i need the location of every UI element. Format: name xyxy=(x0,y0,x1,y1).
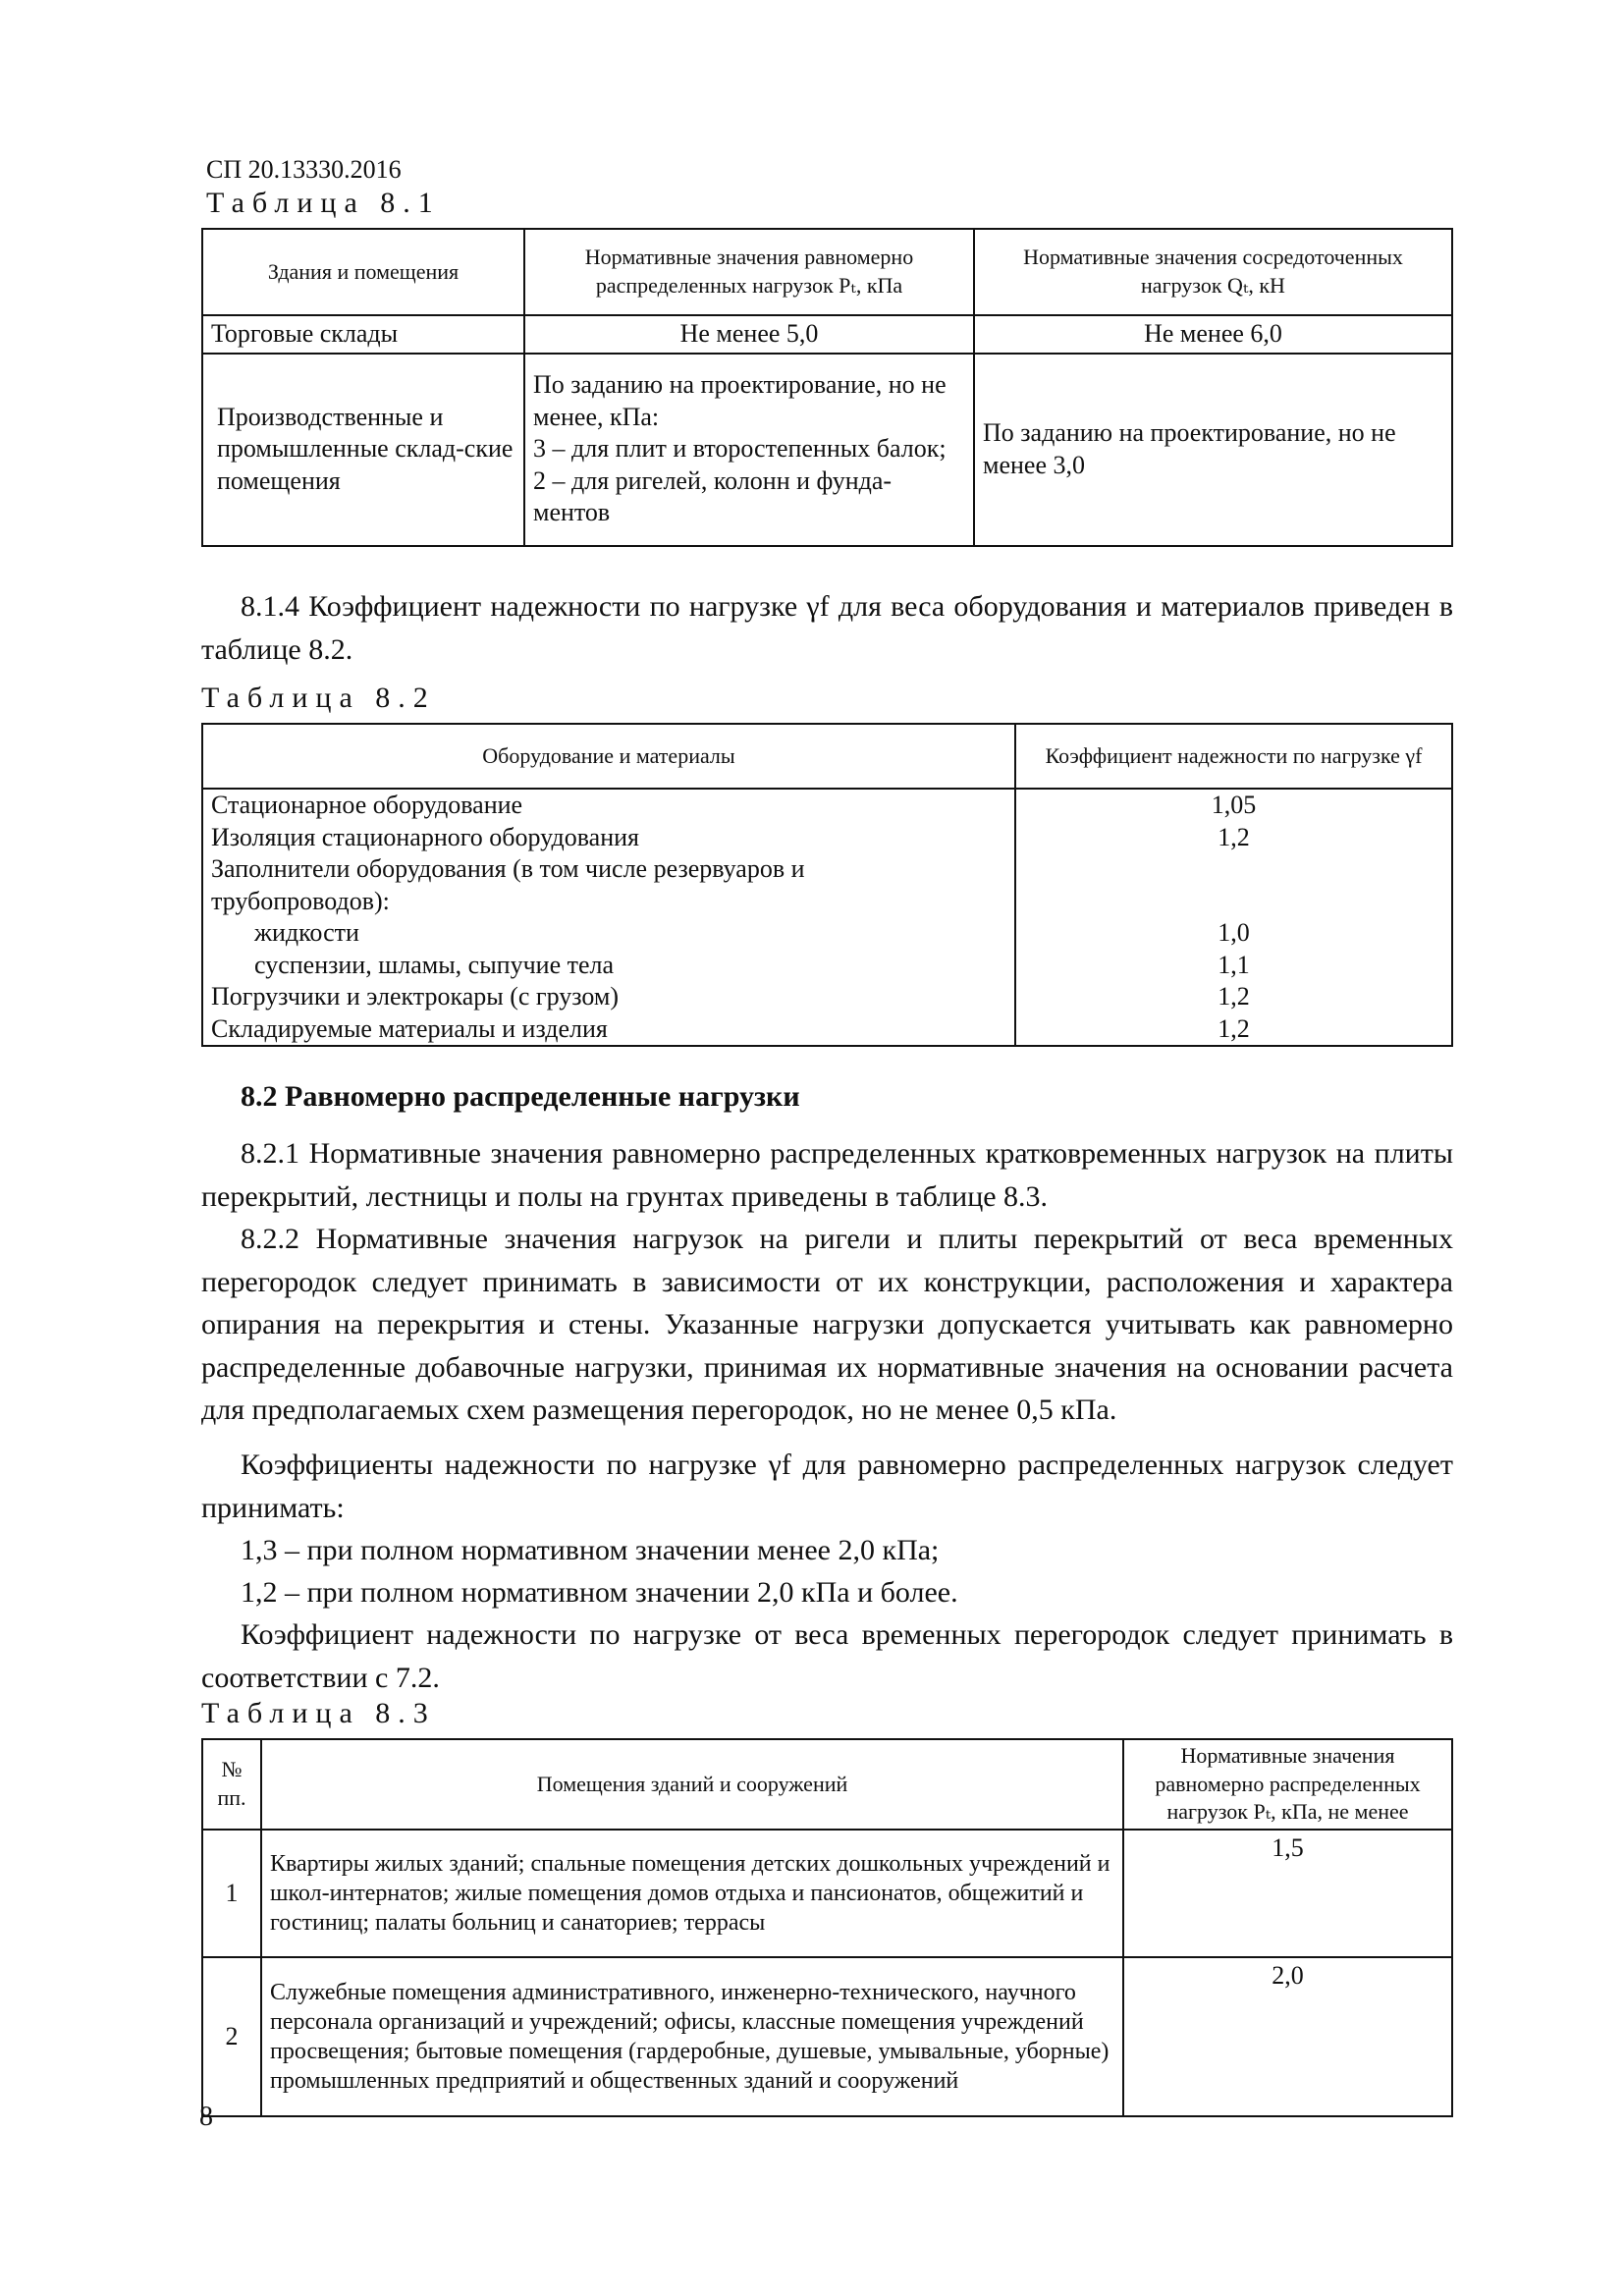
paragraph-8-2-1: 8.2.1 Нормативные значения равномерно распределенных кратковременных нагрузок на плиты перекрытий, лестницы и полы на грунтах приведены в таблице 8.3. xyxy=(201,1137,1453,1213)
document-code: СП 20.13330.2016 xyxy=(206,155,402,184)
table-cell: 1,0 xyxy=(1015,917,1452,950)
table-8-1 xyxy=(201,228,1453,547)
table-cell: 1,5 xyxy=(1123,1830,1452,1957)
table-header: Коэффициент надежности по нагрузке γf xyxy=(1015,724,1452,789)
section-8-2-title: 8.2 Равномерно распределенные нагрузки xyxy=(241,1080,800,1113)
table-cell: Изоляция стационарного оборудования xyxy=(202,822,1015,854)
table-header: Оборудование и материалы xyxy=(202,724,1015,789)
table-header: Нормативные значения равномерно распределенных нагрузок Pₜ, кПа xyxy=(524,229,974,315)
table-8-3-caption: Таблица 8.3 xyxy=(201,1697,436,1729)
paragraph-coef-1-3: 1,3 – при полном нормативном значении менее 2,0 кПа; xyxy=(241,1534,940,1566)
table-cell: Служебные помещения административного, инженерно-технического, научного персонала организаций и учреждений; офисы, классные помещения учреждений просвещения; бытовые помещения (гардеробные, душевые, умывальные, уборные) промышленных предприятий и общественных зданий и сооружений xyxy=(261,1957,1123,2116)
table-cell: Квартиры жилых зданий; спальные помещения детских дошкольных учреждений и школ-интернатов; жилые помещения домов отдыха и пансионатов, общежитий и гостиниц; палаты больниц и санаториев; террасы xyxy=(261,1830,1123,1957)
table-cell: Не менее 5,0 xyxy=(524,315,974,354)
table-cell: Складируемые материалы и изделия xyxy=(202,1013,1015,1047)
paragraph-coefficients: Коэффициенты надежности по нагрузке γf для равномерно распределенных нагрузок следует принимать: xyxy=(201,1449,1453,1524)
paragraph-partitions: Коэффициент надежности по нагрузке от веса временных перегородок следует принимать в соответствии с 7.2. xyxy=(201,1618,1453,1694)
table-cell: 1,05 xyxy=(1015,789,1452,822)
table-cell: По заданию на проектирование, но не менее 3,0 xyxy=(974,354,1452,546)
table-cell: Стационарное оборудование xyxy=(202,789,1015,822)
table-8-3 xyxy=(201,1738,1453,2117)
table-header: Нормативные значения сосредоточенных нагрузок Qₜ, кН xyxy=(974,229,1452,315)
table-cell xyxy=(1015,853,1452,886)
paragraph-8-1-4: 8.1.4 Коэффициент надежности по нагрузке γf для веса оборудования и материалов приведен в таблице 8.2. xyxy=(201,590,1453,666)
table-cell: 1,2 xyxy=(1015,981,1452,1013)
table-cell: Торговые склады xyxy=(202,315,524,354)
table-cell xyxy=(1015,886,1452,918)
table-cell: Не менее 6,0 xyxy=(974,315,1452,354)
table-header: Помещения зданий и сооружений xyxy=(261,1739,1123,1830)
table-cell: 1,1 xyxy=(1015,950,1452,982)
table-header: № пп. xyxy=(202,1739,261,1830)
table-cell: жидкости xyxy=(202,917,1015,950)
table-cell: Погрузчики и электрокары (с грузом) xyxy=(202,981,1015,1013)
table-cell: Производственные и промышленные склад-ские помещения xyxy=(202,354,524,546)
page-number: 8 xyxy=(199,2102,213,2132)
table-header: Здания и помещения xyxy=(202,229,524,315)
table-cell: 2 xyxy=(202,1957,261,2116)
table-8-2 xyxy=(201,723,1453,1047)
table-cell: 1 xyxy=(202,1830,261,1957)
table-cell: По заданию на проектирование, но не менее, кПа: 3 – для плит и второстепенных балок; 2 – для ригелей, колонн и фунда-ментов xyxy=(524,354,974,546)
table-cell: 1,2 xyxy=(1015,822,1452,854)
table-cell: 1,2 xyxy=(1015,1013,1452,1047)
table-8-2-caption: Таблица 8.2 xyxy=(201,682,436,714)
table-8-1-caption: Таблица 8.1 xyxy=(206,187,441,219)
table-header: Нормативные значения равномерно распределенных нагрузок Pₜ, кПа, не менее xyxy=(1123,1739,1452,1830)
paragraph-coef-1-2: 1,2 – при полном нормативном значении 2,0 кПа и более. xyxy=(241,1576,958,1609)
table-cell: Заполнители оборудования (в том числе резервуаров и xyxy=(202,853,1015,886)
table-cell: 2,0 xyxy=(1123,1957,1452,2116)
table-cell: трубопроводов): xyxy=(202,886,1015,918)
paragraph-8-2-2: 8.2.2 Нормативные значения нагрузок на ригели и плиты перекрытий от веса временных перегородок следует принимать в зависимости от их конструкции, расположения и характера опирания на перекрытия и стены. Указанные нагрузки допускается учитывать как равномерно распределенные добавочные нагрузки, принимая их нормативные значения на основании расчета для предполагаемых схем размещения перегородок, но не менее 0,5 кПа. xyxy=(201,1223,1453,1426)
table-cell: суспензии, шламы, сыпучие тела xyxy=(202,950,1015,982)
